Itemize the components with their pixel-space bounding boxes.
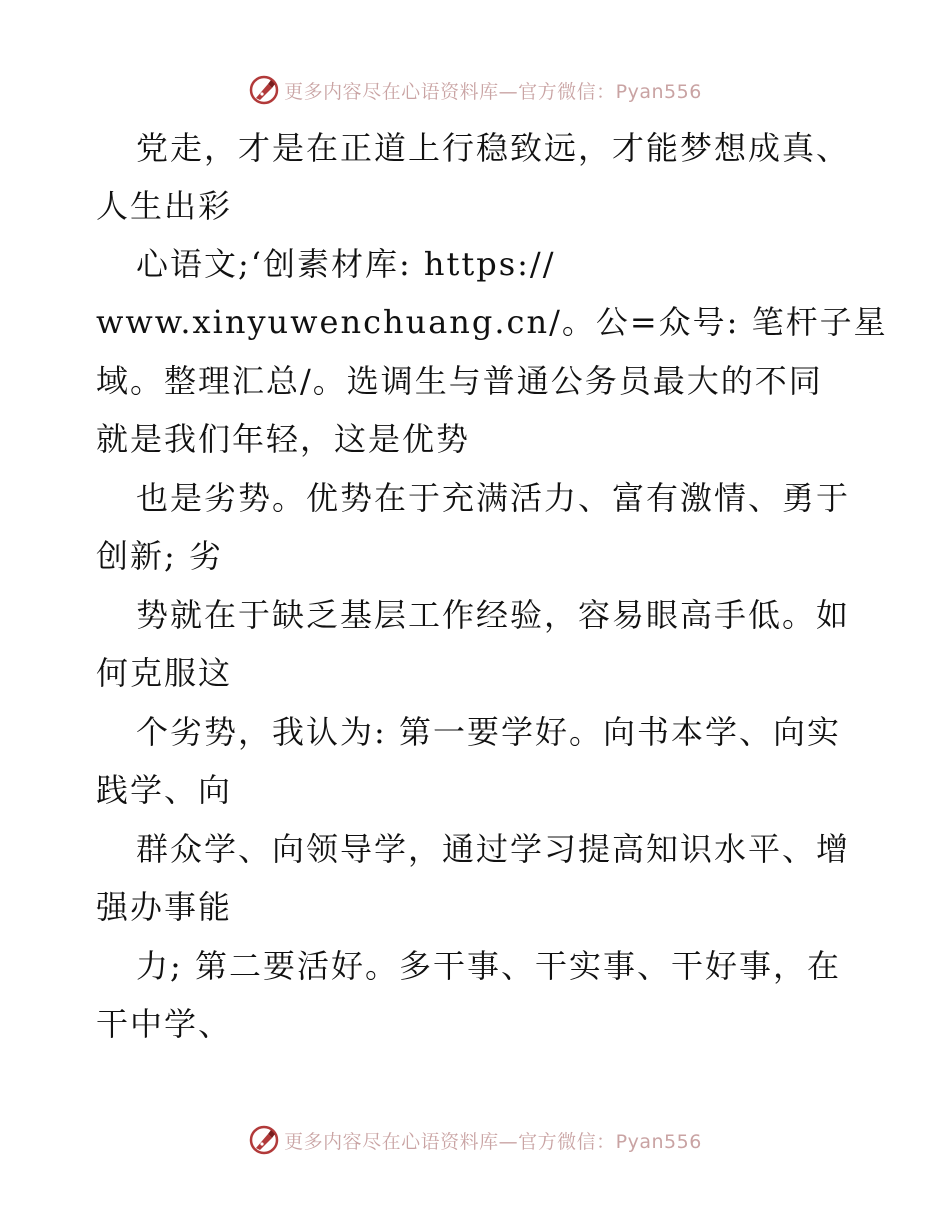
body-line: 强办事能 (96, 888, 233, 926)
body-line: 践学、向 (96, 771, 233, 809)
body-line: 个劣势，我认为: 第一要学好。向书本学、向实 (136, 713, 841, 751)
body-line: 心语文;‘创素材库: https:// (136, 245, 556, 283)
footer-banner (0, 1120, 950, 1160)
header-banner-text: 更多内容尽在心语资料库—官方微信： (284, 80, 616, 103)
body-line: 域。整理汇总/。选调生与普通公务员最大的不同 (96, 362, 823, 400)
footer-banner-text: 更多内容尽在心语资料库—官方微信： (284, 1130, 616, 1153)
body-line: 党走，才是在正道上行稳致远，才能梦想成真、 (136, 129, 851, 167)
header-banner (0, 70, 950, 110)
body-line: 何克服这 (96, 654, 233, 692)
body-line: 就是我们年轻，这是优势 (96, 420, 471, 458)
pen-nib-logo-icon (248, 1124, 280, 1156)
header-wechat-id: Pyan556 (615, 80, 702, 103)
body-line: 群众学、向领导学，通过学习提高知识水平、增 (136, 830, 851, 868)
pen-nib-logo-icon (248, 74, 280, 106)
footer-wechat-id: Pyan556 (615, 1130, 702, 1153)
body-line: 力; 第二要活好。多干事、干实事、干好事，在 (136, 947, 841, 985)
body-line: 干中学、 (96, 1005, 233, 1043)
body-line: 人生出彩 (96, 187, 233, 225)
body-line: 也是劣势。优势在于充满活力、富有激情、勇于 (136, 479, 851, 517)
body-line: 势就在于缺乏基层工作经验，容易眼高手低。如 (136, 596, 851, 634)
body-line: www.xinyuwenchuang.cn/。公=众号: 笔杆子星 (96, 303, 888, 341)
body-line: 创新; 劣 (96, 537, 223, 575)
